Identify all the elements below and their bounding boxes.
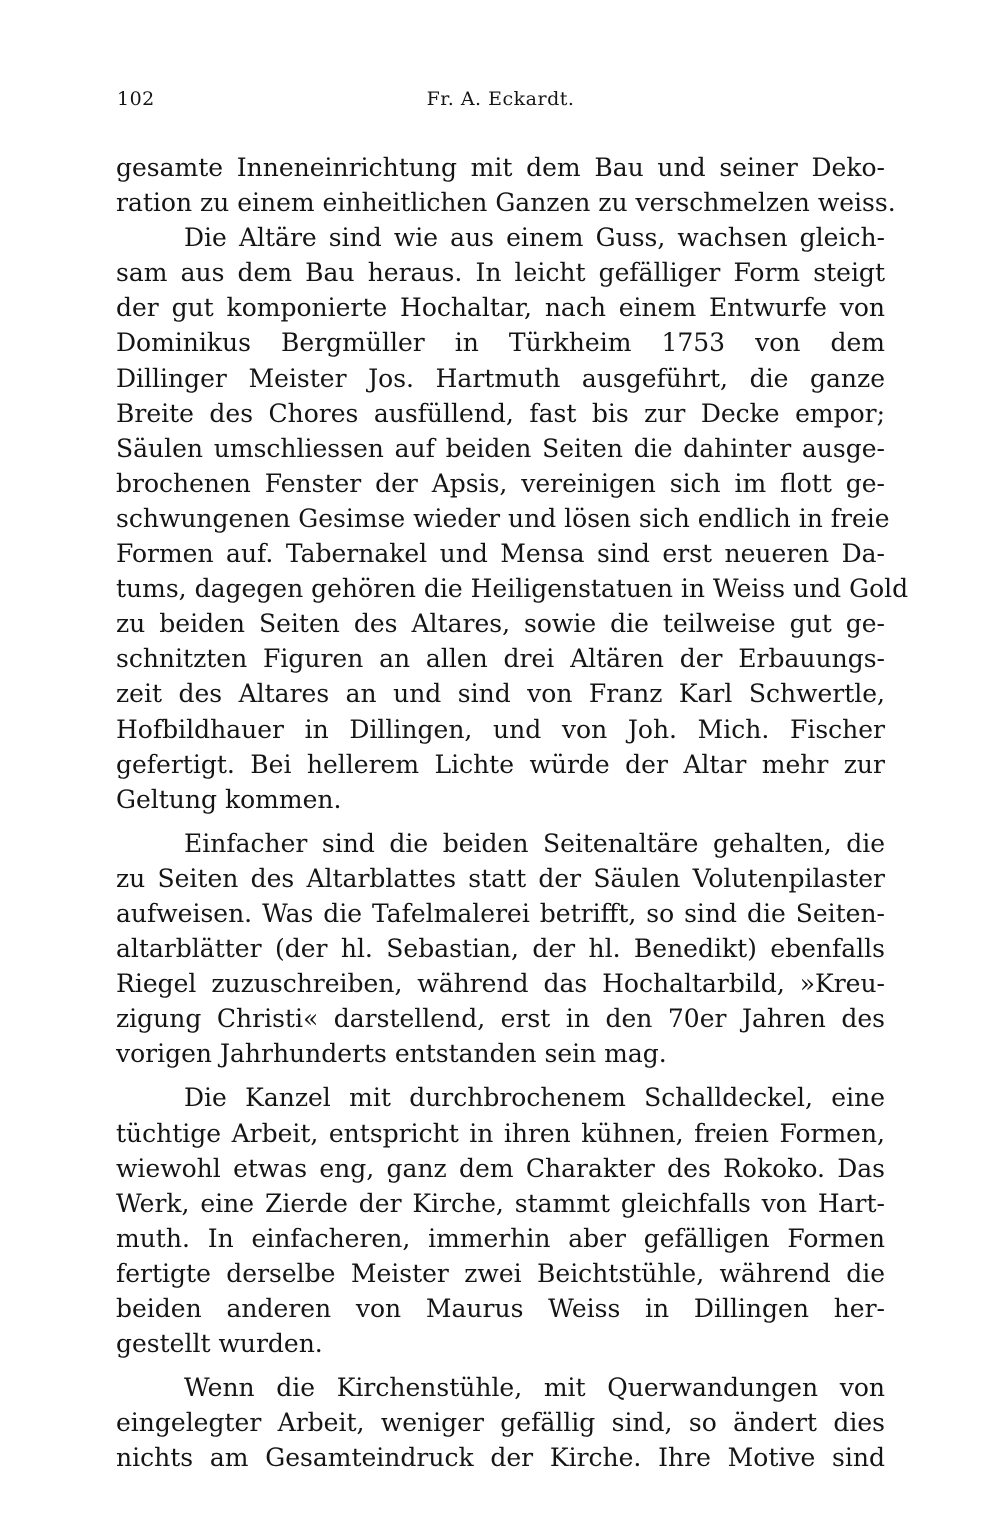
paragraph-5 <box>116 1370 885 1475</box>
text-line: zigung Christi« darstellend, erst in den 70er Jahren des <box>116 1004 885 1034</box>
text-line: Formen auf. Tabernakel und Mensa sind erst neueren Da- <box>116 539 885 569</box>
text-line: brochenen Fenster der Apsis, vereinigen sich im flott ge- <box>116 468 885 498</box>
text-line: nichts am Gesamteindruck der Kirche. Ihre Motive sind <box>116 1443 885 1473</box>
text-line: tüchtige Arbeit, entspricht in ihren kühnen, freien Formen, <box>116 1118 885 1148</box>
text-line: Die Kanzel mit durchbrochenem Schalldeckel, eine <box>184 1083 885 1113</box>
paragraph-3 <box>116 826 885 1072</box>
running-title: Fr. A. Eckardt. <box>426 88 575 110</box>
text-line: sam aus dem Bau heraus. In leicht gefälliger Form steigt <box>116 258 885 288</box>
text-line: Dillinger Meister Jos. Hartmuth ausgeführt, die ganze <box>116 363 885 393</box>
text-line: Geltung kommen. <box>116 784 342 814</box>
page-header <box>117 88 884 118</box>
text-line: altarblätter (der hl. Sebastian, der hl. Benedikt) ebenfalls <box>116 934 885 964</box>
text-line: wiewohl etwas eng, ganz dem Charakter des Rokoko. Das <box>116 1153 885 1183</box>
text-line: gefertigt. Bei hellerem Lichte würde der Altar mehr zur <box>116 749 885 779</box>
text-line: ration zu einem einheitlichen Ganzen zu verschmelzen weiss. <box>116 188 896 218</box>
text-line: Säulen umschliessen auf beiden Seiten die dahinter ausge- <box>116 433 885 463</box>
text-line: schwungenen Gesimse wieder und lösen sich endlich in freie <box>116 503 890 533</box>
text-line: Riegel zuzuschreiben, während das Hochaltarbild, »Kreu- <box>116 969 885 999</box>
text-line: Einfacher sind die beiden Seitenaltäre gehalten, die <box>184 828 885 858</box>
text-line: aufweisen. Was die Tafelmalerei betrifft, so sind die Seiten- <box>116 898 885 928</box>
text-line: vorigen Jahrhunderts entstanden sein mag. <box>116 1039 667 1069</box>
text-line: Wenn die Kirchenstühle, mit Querwandungen von <box>184 1373 885 1403</box>
text-line: Die Altäre sind wie aus einem Guss, wachsen gleich- <box>184 223 885 253</box>
text-line: fertigte derselbe Meister zwei Beichtstühle, während die <box>116 1258 885 1288</box>
text-line: zu beiden Seiten des Altares, sowie die teilweise gut ge- <box>116 609 885 639</box>
body-text <box>116 150 909 1475</box>
text-line: muth. In einfacheren, immerhin aber gefälligen Formen <box>116 1223 885 1253</box>
text-line: zu Seiten des Altarblattes statt der Säulen Volutenpilaster <box>116 863 885 893</box>
text-line: gesamte Inneneinrichtung mit dem Bau und seiner Deko- <box>116 153 885 182</box>
page-number: 102 <box>117 88 155 110</box>
text-line: gestellt wurden. <box>116 1329 323 1359</box>
text-line: schnitzten Figuren an allen drei Altären der Erbauungs- <box>116 644 885 674</box>
text-line: zeit des Altares an und sind von Franz Karl Schwertle, <box>116 679 885 709</box>
paragraph-2 <box>116 220 909 817</box>
text-line: tums, dagegen gehören die Heiligenstatuen in Weiss und Gold <box>116 574 909 604</box>
paragraph-1 <box>116 150 896 220</box>
text-line: Werk, eine Zierde der Kirche, stammt gleichfalls von Hart- <box>116 1188 885 1218</box>
text-line: Dominikus Bergmüller in Türkheim 1753 von dem <box>116 328 885 358</box>
text-line: der gut komponierte Hochaltar, nach einem Entwurfe von <box>116 293 885 323</box>
text-line: eingelegter Arbeit, weniger gefällig sind, so ändert dies <box>116 1408 885 1438</box>
text-line: Hofbildhauer in Dillingen, und von Joh. Mich. Fischer <box>116 714 885 744</box>
text-line: beiden anderen von Maurus Weiss in Dillingen her- <box>116 1294 885 1323</box>
paragraph-4 <box>116 1080 885 1361</box>
text-line: Breite des Chores ausfüllend, fast bis zur Decke empor; <box>116 398 885 428</box>
